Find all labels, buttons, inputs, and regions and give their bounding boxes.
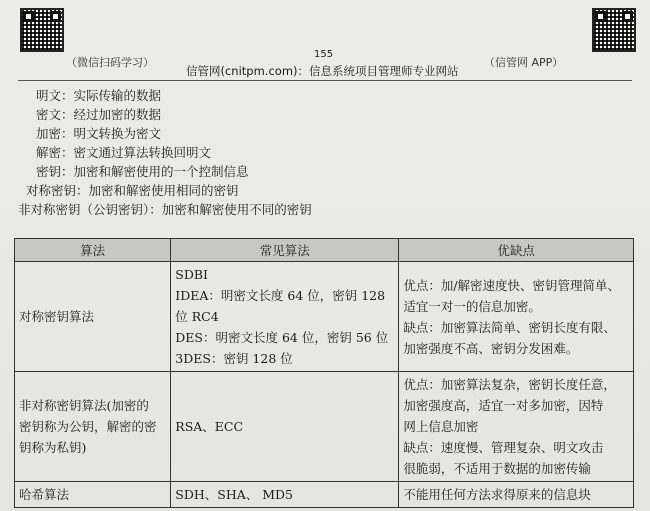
pros-cons-line: 适宜一对一的信息加密。 [403, 298, 541, 314]
algorithm-line: DES：明密文长度 64 位，密钥 56 位 [175, 330, 389, 345]
pros-cons-line: 加密强度不高、密钥分发困难。 [403, 340, 579, 356]
definitions-list [18, 86, 312, 219]
app-qr-caption: （信管网 APP） [484, 56, 564, 69]
table-row-symmetric [15, 262, 634, 372]
table-header-row [15, 239, 634, 262]
cell-type [15, 372, 171, 482]
table-row-asymmetric [15, 372, 634, 482]
pros-cons-line: 优点：加/解密速度快、密钥管理简单、 [403, 277, 621, 293]
algorithm-line: 位 RC4 [175, 309, 219, 324]
site-title: 信管网(cnitpm.com)：信息系统项目管理师专业网站 [186, 64, 459, 78]
pros-cons-line: 优点：加密算法复杂，密钥长度任意， [403, 377, 616, 392]
type-line: 钥称为私钥) [19, 440, 87, 455]
cell-type: 对称密钥算法 [15, 262, 171, 372]
pros-cons-line: 加密强度高，适宜一对多加密，因特 [403, 398, 604, 413]
cell-algorithms [171, 262, 399, 372]
definition-key: 密钥：加密和解密使用的一个控制信息 [36, 164, 249, 179]
pros-cons-line: 网上信息加密 [403, 419, 479, 434]
wechat-qr-caption: （微信扫码学习） [66, 56, 154, 69]
pros-cons-line: 缺点：加密算法简单、密钥长度有限、 [403, 319, 616, 335]
definition-asymmetric-key: 非对称密钥（公钥密钥）：加密和解密使用不同的密钥 [18, 202, 312, 217]
app-qr-code-icon [592, 8, 636, 52]
pros-cons-line: 很脆弱，不适用于数据的加密传输 [403, 461, 591, 476]
algorithm-line: SDBI [175, 267, 208, 282]
definition-decryption: 解密：密文通过算法转换回明文 [36, 145, 212, 160]
header-algorithm: 算法 [15, 239, 171, 262]
cell-pros-cons [399, 262, 634, 372]
algorithm-line: 3DES：密钥 128 位 [175, 351, 293, 366]
definition-ciphertext: 密文：经过加密的数据 [36, 107, 162, 122]
definition-encryption: 加密：明文转换为密文 [36, 126, 162, 141]
wechat-qr-code-icon [20, 8, 64, 52]
type-line: 非对称密钥算法(加密的 [19, 398, 149, 413]
definition-symmetric-key: 对称密钥：加密和解密使用相同的密钥 [26, 183, 239, 198]
type-line: 密钥称为公钥，解密的密 [19, 419, 157, 434]
cell-type: 哈希算法 [15, 482, 171, 508]
encryption-algorithms-table [14, 238, 634, 508]
cell-algorithms: RSA、ECC [171, 372, 399, 482]
definition-plaintext: 明文：实际传输的数据 [36, 88, 162, 103]
header-rule [18, 80, 632, 81]
pros-cons-line: 缺点：速度慢、管理复杂、明文攻击 [403, 440, 604, 455]
cell-pros-cons [399, 372, 634, 482]
cell-pros-cons: 不能用任何方法求得原来的信息块 [399, 482, 634, 508]
cell-algorithms: SDH、SHA、 MD5 [171, 482, 399, 508]
header-pros-cons: 优缺点 [399, 239, 634, 262]
header-common-algorithms: 常见算法 [171, 239, 399, 262]
table-row-hash [15, 482, 634, 508]
algorithm-line: IDEA：明密文长度 64 位，密钥 128 [175, 288, 386, 303]
page-number: 155 [314, 49, 334, 60]
